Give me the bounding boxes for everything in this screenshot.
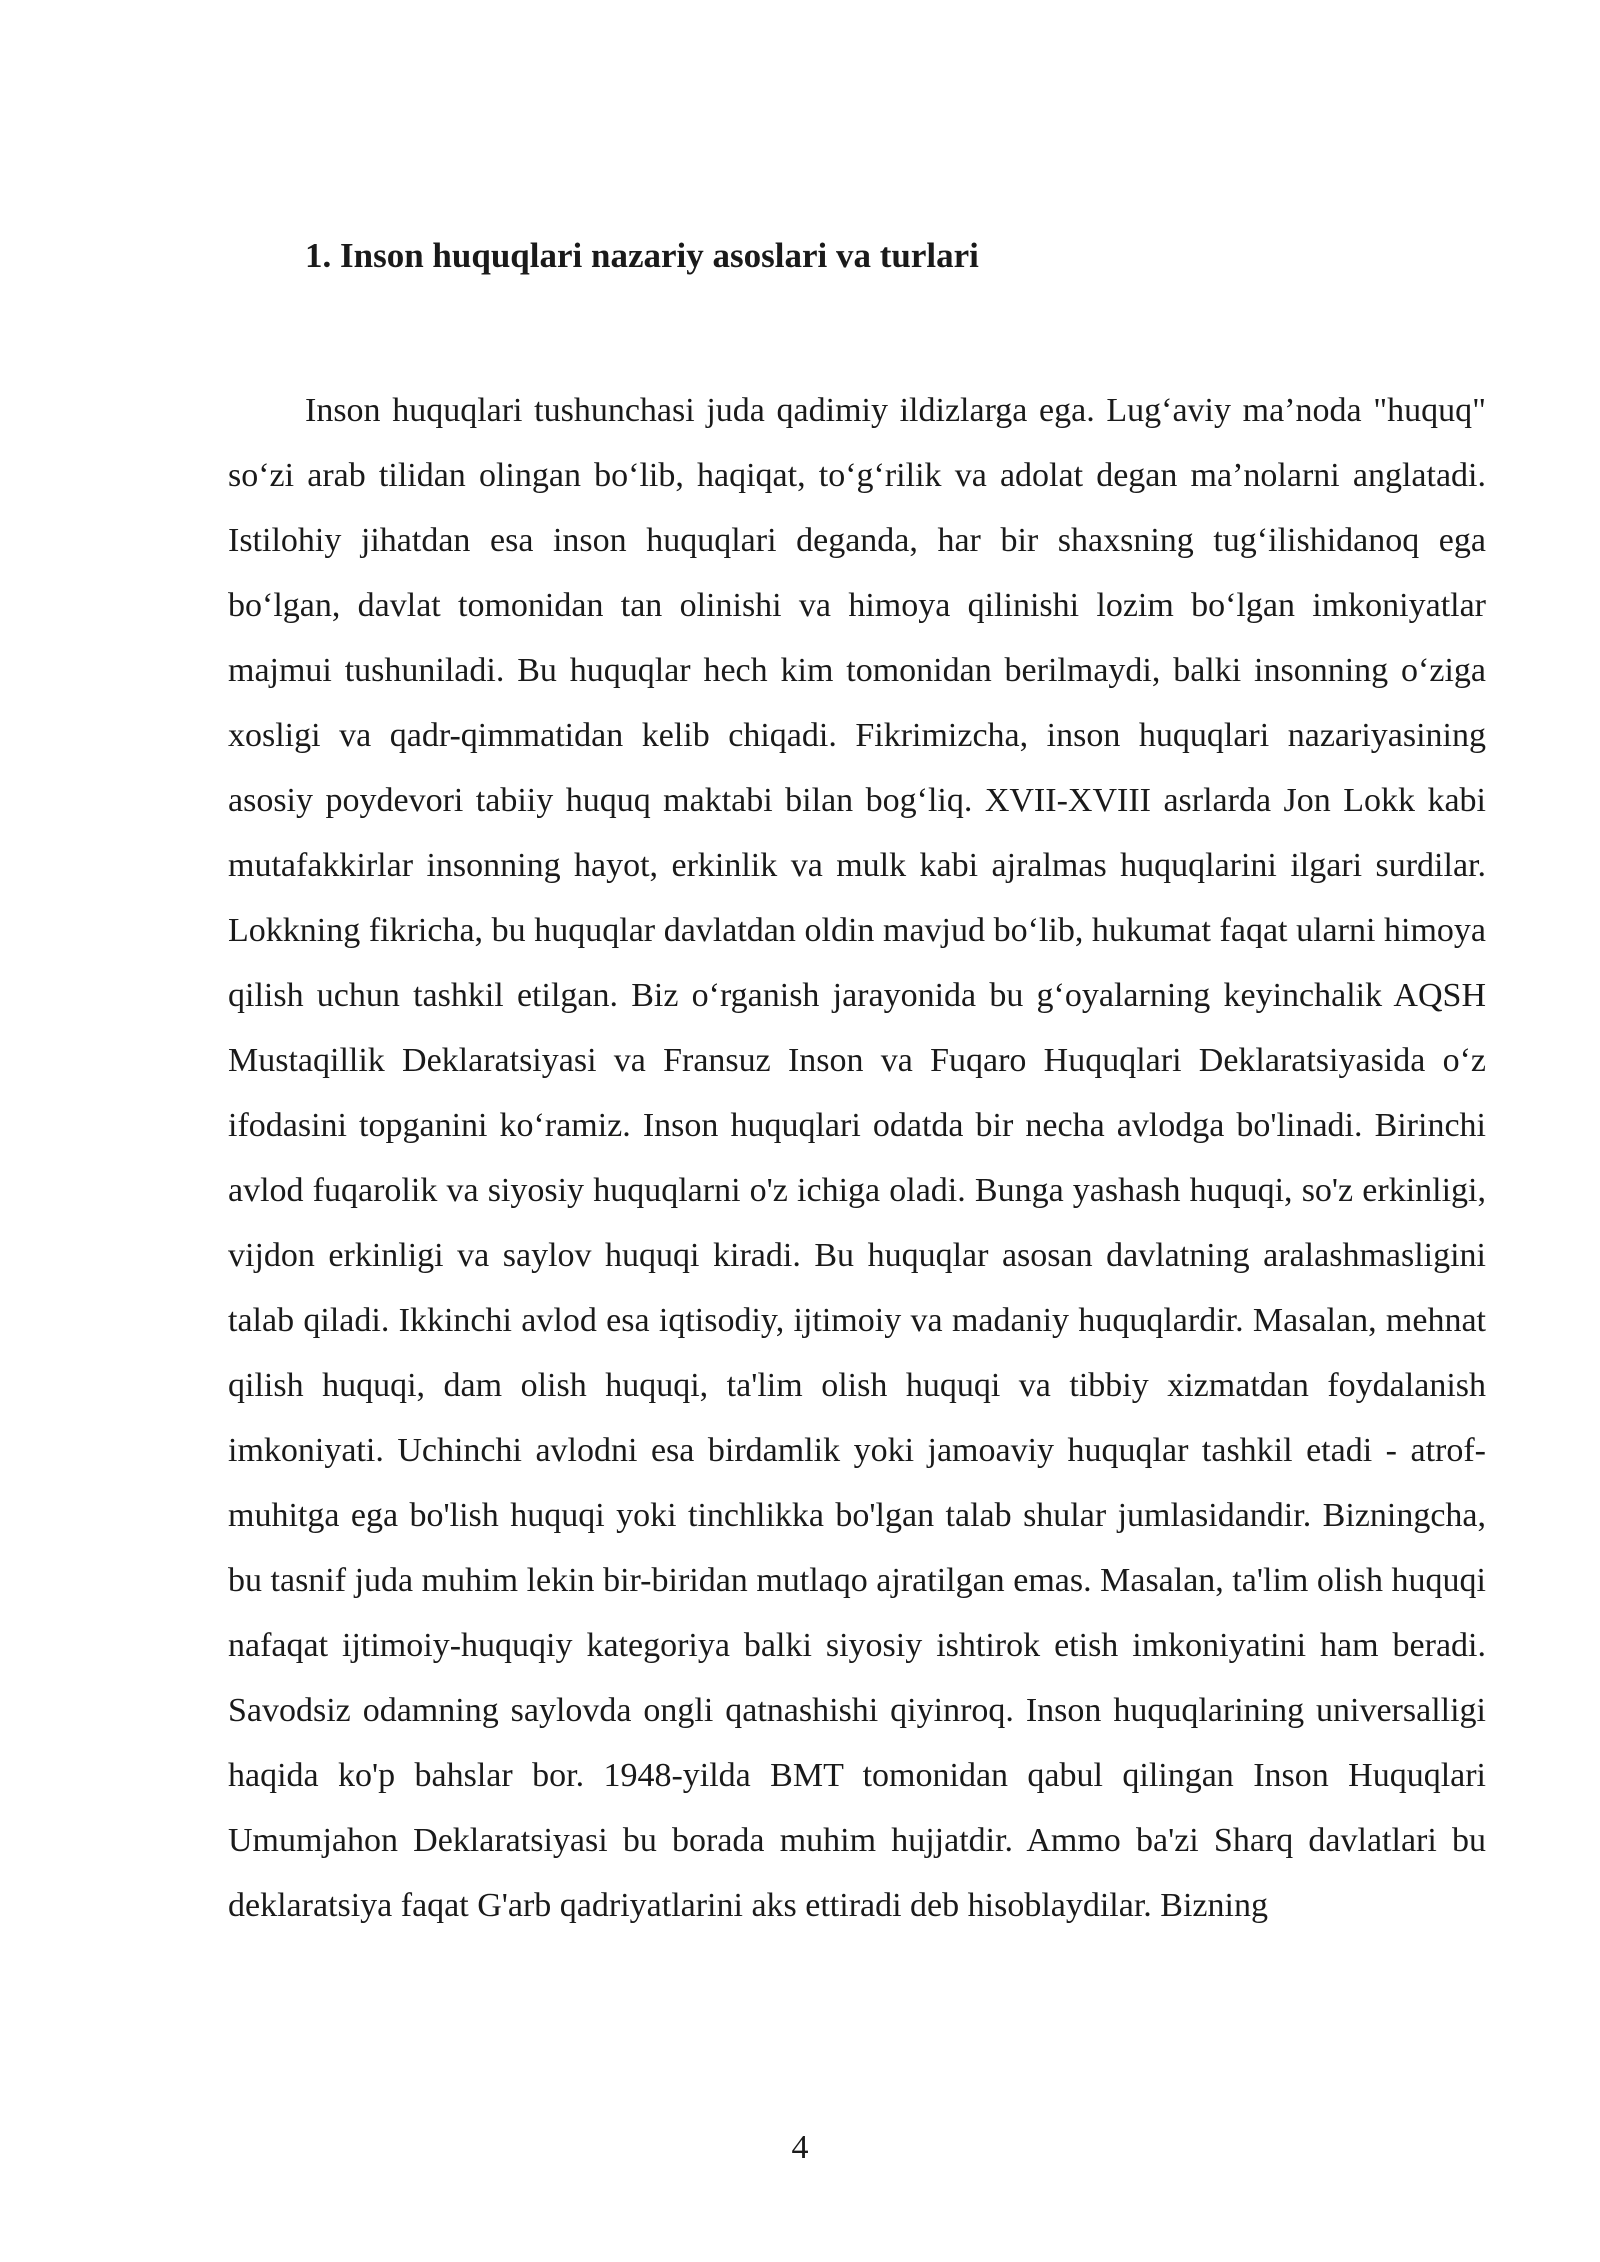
page-number: 4 [791,2129,809,2166]
body-paragraph: Inson huquqlari tushunchasi juda qadimiy ildizlarga ega. Lug‘aviy ma’noda "huquq" so‘zi arab tilidan olingan bo‘lib, haqiqat, to‘g‘rilik va adolat degan ma’nolarni anglatadi. Istilohiy jihatdan esa inson huquqlari deganda, har bir shaxsning tug‘ilishidanoq ega bo‘lgan, davlat tomonidan tan olinishi va himoya qilinishi lozim bo‘lgan imkoniyatlar majmui tushuniladi. Bu huquqlar hech kim tomonidan berilmaydi, balki insonning o‘ziga xosligi va qadr-qimmatidan kelib chiqadi. Fikrimizcha, inson huquqlari nazariyasining asosiy poydevori tabiiy huquq maktabi bilan bog‘liq. XVII-XVIII asrlarda Jon Lokk kabi mutafakkirlar insonning hayot, erkinlik va mulk kabi ajralmas huquqlarini ilgari surdilar. Lokkning fikricha, bu huquqlar davlatdan oldin mavjud bo‘lib, hukumat faqat ularni himoya qilish uchun tashkil etilgan. Biz o‘rganish jarayonida bu g‘oyalarning keyinchalik AQSH Mustaqillik Deklaratsiyasi va Fransuz Inson va Fuqaro Huquqlari Deklaratsiyasida o‘z ifodasini topganini ko‘ramiz. Inson huquqlari odatda bir necha avlodga bo'linadi. Birinchi avlod fuqarolik va siyosiy huquqlarni o'z ichiga oladi. Bunga yashash huquqi, so'z erkinligi, vijdon erkinligi va saylov huquqi kiradi. Bu huquqlar asosan davlatning aralashmasligini talab qiladi. Ikkinchi avlod esa iqtisodiy, ijtimoiy va madaniy huquqlardir. Masalan, mehnat qilish huquqi, dam olish huquqi, ta'lim olish huquqi va tibbiy xizmatdan foydalanish imkoniyati. Uchinchi avlodni esa birdamlik yoki jamoaviy huquqlar tashkil etadi - atrof-muhitga ega bo'lish huquqi yoki tinchlikka bo'lgan talab shular jumlasidandir. Bizningcha, bu tasnif juda muhim lekin bir-biridan mutlaqo ajratilgan emas. Masalan, ta'lim olish huquqi nafaqat ijtimoiy-huquqiy kategoriya balki siyosiy ishtirok etish imkoniyatini ham beradi. Savodsiz odamning saylovda ongli qatnashishi qiyinroq. Inson huquqlarining universalligi haqida ko'p bahslar bor. 1948-yilda BMT tomonidan qabul qilingan Inson Huquqlari Umumjahon Deklaratsiyasi bu borada muhim hujjatdir. Ammo ba'zi Sharq davlatlari bu deklaratsiya faqat G'arb qadriyatlarini aks ettiradi deb hisoblaydilar. Bizning [228,392,1486,1924]
section-heading: 1. Inson huquqlari nazariy asoslari va turlari [305,236,979,275]
